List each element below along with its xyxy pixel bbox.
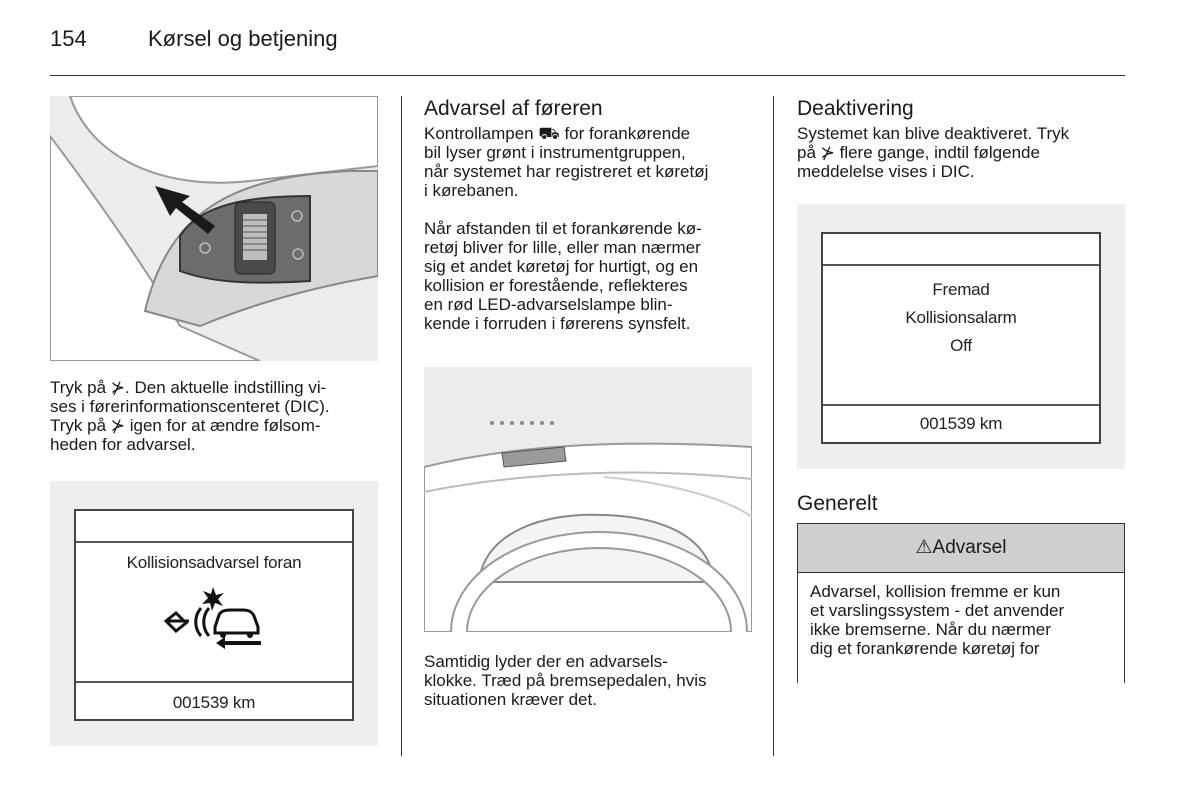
collision-warning-icon: [161, 583, 271, 658]
text-line: klokke. Træd på bremsepedalen, hvis: [424, 671, 707, 690]
text-line: dig et forankørende køretøj for: [810, 639, 1040, 658]
text-line: retøj bliver for lille, eller man nærmer: [424, 238, 701, 257]
col3-paragraph-1: [797, 124, 1127, 181]
page-title: Kørsel og betjening: [148, 26, 338, 51]
text-line: en rød LED-advarselslampe blin-: [424, 295, 673, 314]
dic-odometer: 001539 km: [919, 414, 1003, 433]
header-rule: [50, 75, 1125, 76]
dic-title: Kollisionsadvarsel foran: [126, 553, 302, 572]
dic-odometer: 001539 km: [172, 693, 256, 712]
column-divider-1: [401, 96, 402, 756]
text-line: meddelelse vises i DIC.: [797, 162, 975, 181]
heading-general: Generelt: [797, 492, 878, 515]
col2-paragraph-2: [424, 219, 764, 333]
text-line: når systemet har registreret et køretøj: [424, 162, 709, 181]
col2-paragraph-3: [424, 652, 764, 709]
text-line: kollision er forestående, reflekteres: [424, 276, 688, 295]
text-line: på ⊁ flere gange, indtil følgende: [797, 143, 1040, 162]
text-line: Systemet kan blive deaktiveret. Tryk: [797, 124, 1070, 143]
col1-line: Tryk på ⊁. Den aktuelle indstilling vi-: [50, 378, 327, 397]
text-line: ikke bremserne. Når du nærmer: [810, 620, 1051, 639]
warning-title: ⚠Advarsel: [798, 524, 1124, 573]
text-line: kende i forruden i førerens synsfelt.: [424, 314, 691, 333]
dic-divider-bottom: [76, 681, 352, 683]
dic-display: [74, 509, 354, 721]
text-line: sig et andet køretøj for hurtigt, og en: [424, 257, 699, 276]
dic-panel-collision-alarm-off: [797, 204, 1125, 469]
dic-display: [821, 232, 1101, 444]
heading-deactivation: Deaktivering: [797, 97, 914, 120]
warning-body: [798, 573, 1124, 658]
col1-line: heden for advarsel.: [50, 435, 196, 454]
dashboard-illustration: [424, 367, 752, 632]
dic-line-1: Fremad: [932, 280, 990, 299]
col1-line: ses i førerinformationscenteret (DIC).: [50, 397, 330, 416]
text-line: Samtidig lyder der en advarsels-: [424, 652, 668, 671]
dic-divider-bottom: [823, 404, 1099, 406]
dic-line-3: Off: [950, 336, 972, 355]
col1-line: Tryk på ⊁ igen for at ændre følsom-: [50, 416, 321, 435]
column-divider-2: [773, 96, 774, 756]
text-line: Advarsel, kollision fremme er kun: [810, 582, 1061, 601]
dic-panel-collision-warning: [50, 481, 378, 746]
warning-box: [797, 523, 1125, 683]
heading-driver-warning: Advarsel af føreren: [424, 97, 603, 120]
text-line: bil lyser grønt i instrumentgruppen,: [424, 143, 686, 162]
col1-paragraph: [50, 378, 385, 454]
text-line: Kontrollampen ⛟ for forankørende: [424, 124, 691, 143]
text-line: et varslingssystem - det anvender: [810, 601, 1065, 620]
dic-line-2: Kollisionsalarm: [905, 308, 1017, 327]
text-line: situationen kræver det.: [424, 690, 597, 709]
dic-divider-top: [823, 264, 1099, 266]
text-line: i kørebanen.: [424, 181, 519, 200]
text-line: Når afstanden til et forankørende kø-: [424, 219, 702, 238]
col2-paragraph-1: [424, 124, 764, 200]
dic-divider-top: [76, 541, 352, 543]
steering-wheel-illustration: [50, 96, 378, 361]
page-number: 154: [50, 26, 87, 51]
